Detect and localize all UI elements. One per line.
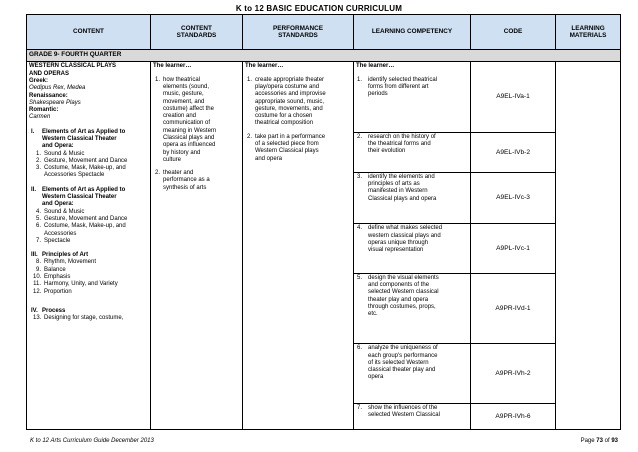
header-code: CODE <box>471 15 556 50</box>
header-content: CONTENT <box>27 15 151 50</box>
header-row <box>27 15 621 50</box>
performance-standards-cell <box>243 62 354 430</box>
renaissance-item: Shakespeare Plays <box>29 99 81 106</box>
learning-materials-cell <box>556 62 621 430</box>
quarter-row <box>27 50 621 62</box>
performance-standards-intro: The learner… <box>245 63 284 70</box>
greek-label: Greek: <box>29 77 49 84</box>
curriculum-table <box>26 14 621 430</box>
section-4-item: 13. Designing for stage, costume, <box>33 315 124 322</box>
content-standard-item: 2. theater and performance as a synthesis of arts <box>154 170 210 191</box>
content-standards-cell <box>151 62 243 430</box>
competency-item: 7. show the influences of the selected Western Classical <box>357 405 440 419</box>
competency-cell <box>354 132 471 172</box>
section-1-item: 3. Costume, Mask, Make-up, and <box>35 165 126 172</box>
section-2-item: Accessories <box>44 230 77 237</box>
code-cell: A9PR-IVd-1 <box>471 273 556 343</box>
section-3-item: 8. Rhythm, Movement <box>35 259 97 266</box>
code-cell: A9PR-IVh-6 <box>471 404 556 430</box>
section-2: II. Elements of Art as Applied to Western Classical Theater and Opera: <box>31 186 126 208</box>
section-1-item: 1. Sound & Music <box>35 150 85 157</box>
section-2-item: 7. Spectacle <box>35 237 71 244</box>
code-cell: A9EL-IVb-2 <box>471 132 556 172</box>
competency-item: 1. identify selected theatrical forms from different art periods <box>357 76 438 98</box>
competency-item: 4. define what makes selected western classical plays and operas unique through visual representation <box>357 225 443 254</box>
section-3: III. Principles of Art <box>31 252 89 259</box>
code-cell: A9PL-IVc-1 <box>471 224 556 273</box>
competency-item: 5. design the visual elements and components of the selected Western classical theater play and opera through costumes, props, etc. <box>357 274 439 318</box>
competency-cell <box>354 62 471 132</box>
footer-guide-title: K to 12 Arts Curriculum Guide December 2013 <box>30 438 154 444</box>
competency-cell <box>354 344 471 404</box>
greek-item: Oedipus Rex, Medea <box>29 85 86 92</box>
content-standards-intro: The learner… <box>153 63 192 70</box>
content-heading-2: AND OPERAS <box>29 70 70 77</box>
footer-page-number: Page 73 of 93 <box>580 438 618 444</box>
section-1-item: Accessories Spectacle <box>44 172 105 179</box>
code-cell: A9EL-IVc-3 <box>471 172 556 224</box>
competency-cell <box>354 404 471 430</box>
code-cell: A9EL-IVa-1 <box>471 62 556 132</box>
performance-standard-item: 1. create appropriate theater play/opera costume and accessories and improvise appropriate sound, music, gesture, movements, and costume for a chosen theatrical composition <box>246 76 326 127</box>
section-4: IV. Process <box>31 307 66 314</box>
header-learning-competency: LEARNING COMPETENCY <box>354 15 471 50</box>
competency-item: 6. analyze the uniqueness of each group's performance of its selected Western classical theater play and opera <box>357 345 438 381</box>
competency-item: 2. research on the history of the theatrical forms and their evolution <box>357 133 436 155</box>
renaissance-label: Renaissance: <box>29 92 68 99</box>
document-title: K to 12 BASIC EDUCATION CURRICULUM <box>235 4 403 13</box>
header-learning-materials: LEARNING MATERIALS <box>556 15 621 50</box>
competency-item: 3. identify the elements and principles of arts as manifested in Western Classical plays and opera <box>357 173 437 202</box>
performance-standard-item: 2. take part in a performance of a selected piece from Western Classical plays and opera <box>246 133 326 162</box>
competency-intro: The learner… <box>356 63 395 70</box>
section-3-item: 11. Harmony, Unity, and Variety <box>33 281 118 288</box>
competency-cell <box>354 273 471 343</box>
content-heading-1: WESTERN CLASSICAL PLAYS <box>29 63 117 70</box>
code-cell: A9PR-IVh-2 <box>471 344 556 404</box>
competency-cell <box>354 172 471 224</box>
section-3-item: 12. Proportion <box>33 288 72 295</box>
section-2-item: 4. Sound & Music <box>35 208 85 215</box>
romantic-label: Romantic: <box>29 107 59 114</box>
content-standard-item: 1. how theatrical elements (sound, music, gesture, movement, and costume) affect the creation and communication of meaning in Western Classical plays and opera as influenced by history and culture <box>154 76 217 163</box>
section-1-item: 2. Gesture, Movement and Dance <box>35 157 128 164</box>
section-2-item: 6. Costume, Mask, Make-up, and <box>35 223 126 230</box>
section-3-item: 10. Emphasis <box>33 274 71 281</box>
romantic-item: Carmen <box>29 114 51 121</box>
competency-cell <box>354 224 471 273</box>
section-2-item: 5. Gesture, Movement and Dance <box>35 215 128 222</box>
header-performance-standards: PERFORMANCE STANDARDS <box>243 15 354 50</box>
section-1: I. Elements of Art as Applied to Western Classical Theater and Opera: <box>31 128 126 150</box>
header-content-standards: CONTENT STANDARDS <box>151 15 243 50</box>
quarter-label: GRADE 9- FOURTH QUARTER <box>27 50 621 62</box>
section-3-item: 9. Balance <box>35 266 66 273</box>
content-cell <box>27 62 151 430</box>
